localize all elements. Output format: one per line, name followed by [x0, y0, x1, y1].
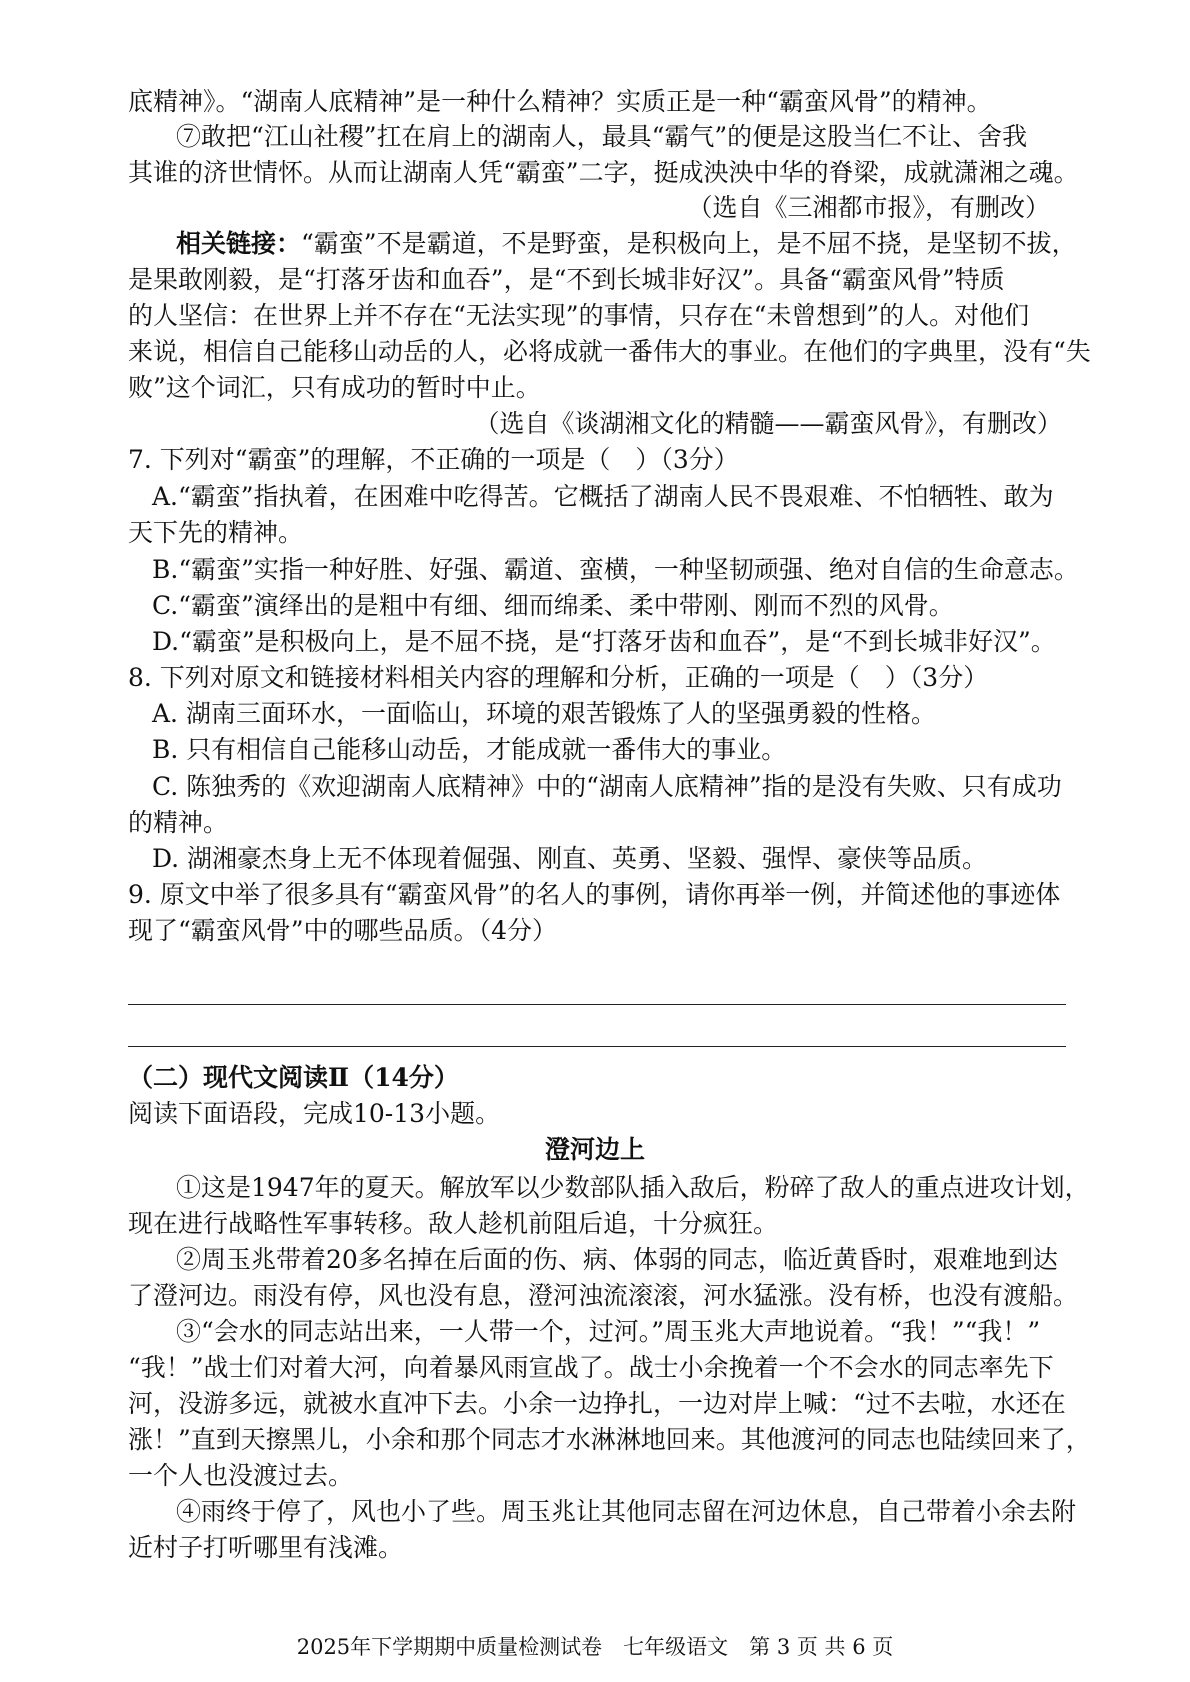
- answer-line[interactable]: [128, 1004, 1066, 1005]
- page-footer: 2025年下学期期中质量检测试卷 七年级语文 第 3 页 共 6 页: [296, 1635, 894, 1659]
- paragraph-line: 涨！”直到天擦黑儿，小余和那个同志才水淋淋地回来。其他渡河的同志也陆续回来了，: [128, 1425, 1091, 1454]
- paragraph-line: 河，没游多远，就被水直冲下去。小余一边挣扎，一边对岸上喊：“过不去啦，水还在: [128, 1389, 1066, 1418]
- link-line: 来说，相信自己能移山动岳的人，必将成就一番伟大的事业。在他们的字典里，没有“失: [128, 337, 1091, 366]
- passage-line: 底精神》。“湖南人底精神”是一种什么精神？实质正是一种“霸蛮风骨”的精神。: [128, 87, 992, 116]
- paragraph-line: 了澄河边。雨没有停，风也没有息，澄河浊流滚滚，河水猛涨。没有桥，也没有渡船。: [128, 1281, 1079, 1310]
- passage-line: ⑦敢把“江山社稷”扛在肩上的湖南人，最具“霸气”的便是这股当仁不让、舍我: [176, 122, 1028, 151]
- option-b: B.“霸蛮”实指一种好胜、好强、霸道、蛮横，一种坚韧顽强、绝对自信的生命意志。: [152, 555, 1079, 584]
- answer-line[interactable]: [128, 1046, 1066, 1047]
- paragraph-line: 一个人也没渡过去。: [128, 1461, 354, 1490]
- question-9-stem-cont: 现了“霸蛮风骨”中的哪些品质。（4分）: [128, 916, 557, 945]
- passage-line: 其谁的济世情怀。从而让湖南人凭“霸蛮”二字，挺成泱泱中华的脊梁，成就潇湘之魂。: [128, 158, 1079, 187]
- section-heading: （二）现代文阅读Ⅱ（14分）: [128, 1063, 459, 1092]
- option-c: C. 陈独秀的《欢迎湖南人底精神》中的“湖南人底精神”指的是没有失败、只有成功: [152, 772, 1062, 801]
- option-d: D.“霸蛮”是积极向上，是不屈不挠，是“打落牙齿和血吞”，是“不到长城非好汉”。: [152, 627, 1056, 656]
- link-line: 败”这个词汇，只有成功的暂时中止。: [128, 373, 541, 402]
- option-c: C.“霸蛮”演绎出的是粗中有细、细而绵柔、柔中带刚、刚而不烈的风骨。: [152, 591, 954, 620]
- paragraph-line: ②周玉兆带着20多名掉在后面的伤、病、体弱的同志，临近黄昏时，艰难地到达: [176, 1245, 1058, 1274]
- paragraph-line: ①这是1947年的夏天。解放军以少数部队插入敌后，粉碎了敌人的重点进攻计划，: [176, 1173, 1090, 1202]
- option-a: A.“霸蛮”指执着，在困难中吃得苦。它概括了湖南人民不畏艰难、不怕牺牲、敢为: [152, 482, 1054, 511]
- paragraph-line: “我！”战士们对着大河，向着暴风雨宣战了。战士小余挽着一个不会水的同志率先下: [128, 1353, 1054, 1382]
- paragraph-line: 现在进行战略性军事转移。敌人趁机前阻后追，十分疯狂。: [128, 1209, 779, 1238]
- link-line: [176, 226, 1190, 262]
- option-b: B. 只有相信自己能移山动岳，才能成就一番伟大的事业。: [152, 735, 787, 764]
- question-7-stem: 7. 下列对“霸蛮”的理解，不正确的一项是（ ）（3分）: [128, 445, 739, 474]
- question-8-stem: 8. 下列对原文和链接材料相关内容的理解和分析，正确的一项是（ ）（3分）: [128, 663, 989, 692]
- link-label: 相关链接：: [176, 229, 302, 258]
- source-citation: （选自《谈湖湘文化的精髓——霸蛮风骨》，有删改）: [474, 409, 1062, 438]
- option-a-cont: 天下先的精神。: [128, 518, 304, 547]
- source-citation: （选自《三湘都市报》，有删改）: [687, 193, 1050, 222]
- paragraph-line: ③“会水的同志站出来，一人带一个，过河。”周玉兆大声地说着。“我！”“我！”: [176, 1317, 1041, 1346]
- link-text: “霸蛮”不是霸道，不是野蛮，是积极向上，是不屈不挠，是坚韧不拔，: [301, 229, 1077, 258]
- question-9-stem: 9. 原文中举了很多具有“霸蛮风骨”的名人的事例，请你再举一例，并简述他的事迹体: [128, 880, 1061, 909]
- passage-title: 澄河边上: [544, 1135, 645, 1164]
- link-line: 是果敢刚毅，是“打落牙齿和血吞”，是“不到长城非好汉”。具备“霸蛮风骨”特质: [128, 265, 1005, 294]
- section-instruction: 阅读下面语段，完成10-13小题。: [128, 1099, 501, 1128]
- option-c-cont: 的精神。: [128, 808, 229, 837]
- paragraph-line: ④雨终于停了，风也小了些。周玉兆让其他同志留在河边休息，自己带着小余去附: [176, 1497, 1077, 1526]
- link-line: 的人坚信：在世界上并不存在“无法实现”的事情，只存在“未曾想到”的人。对他们: [128, 301, 1030, 330]
- paragraph-line: 近村子打听哪里有浅滩。: [128, 1533, 404, 1562]
- option-d: D. 湖湘豪杰身上无不体现着倔强、刚直、英勇、坚毅、强悍、豪侠等品质。: [152, 844, 988, 873]
- option-a: A. 湖南三面环水，一面临山，环境的艰苦锻炼了人的坚强勇毅的性格。: [152, 699, 936, 728]
